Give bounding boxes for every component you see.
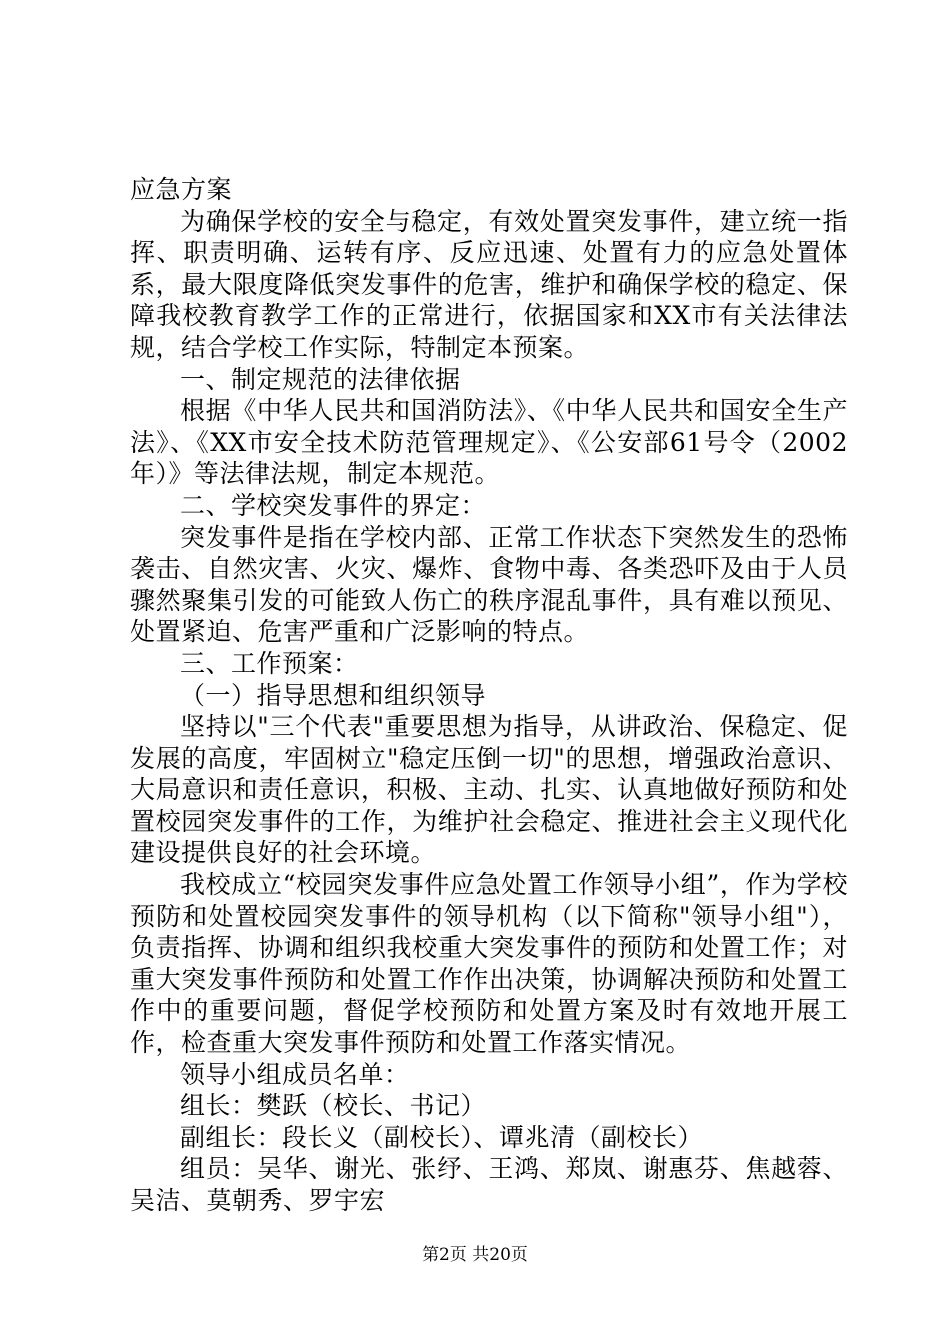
member-deputy-leaders: 副组长：段长义（副校长）、谭兆清（副校长） [180, 1122, 704, 1152]
member-list-heading: 领导小组成员名单： [180, 1059, 410, 1089]
section-heading-legal-basis: 一、制定规范的法律依据 [180, 364, 461, 394]
paragraph-legal-basis: 根据《中华人民共和国消防法》、《中华人民共和国安全生产法》、《XX市安全技术防范管理规定》、《公安部61号令（2002年）》等法律法规，制定本规范。 [130, 396, 848, 489]
paragraph-definition: 突发事件是指在学校内部、正常工作状态下突然发生的恐怖袭击、自然灾害、火灾、爆炸、食物中毒、各类恐吓及由于人员骤然聚集引发的可能致人伤亡的秩序混乱事件，具有难以预见、处置紧迫、危害严重和广泛影响的特点。 [130, 522, 848, 647]
section-heading-definition: 二、学校突发事件的界定： [180, 490, 487, 520]
subsection-heading-guidance: （一）指导思想和组织领导 [180, 680, 487, 710]
page-number: 第2页 共20页 [422, 1245, 528, 1265]
member-members: 组员：吴华、谢光、张纾、王鸿、郑岚、谢惠芬、焦越蓉、吴洁、莫朝秀、罗宇宏 [130, 1154, 848, 1215]
member-leader: 组长：樊跃（校长、书记） [180, 1091, 487, 1121]
document-body [130, 174, 848, 1217]
paragraph-guidance: 坚持以"三个代表"重要思想为指导，从讲政治、保稳定、促发展的高度，牢固树立"稳定压倒一切"的思想，增强政治意识、大局意识和责任意识，积极、主动、扎实、认真地做好预防和处置校园突发事件的工作，为维护社会稳定、推进社会主义现代化建设提供良好的社会环境。 [130, 712, 848, 868]
document-title: 应急方案 [130, 175, 233, 204]
paragraph-purpose: 为确保学校的安全与稳定，有效处置突发事件，建立统一指挥、职责明确、运转有序、反应迅速、处置有力的应急处置体系，最大限度降低突发事件的危害，维护和确保学校的稳定、保障我校教育教学工作的正常进行，依据国家和XX市有关法律法规，结合学校工作实际，特制定本预案。 [130, 206, 848, 362]
section-heading-work-plan: 三、工作预案： [180, 648, 359, 678]
paragraph-leadership-group: 我校成立“校园突发事件应急处置工作领导小组”，作为学校预防和处置校园突发事件的领导机构（以下简称"领导小组"），负责指挥、协调和组织我校重大突发事件的预防和处置工作；对重大突发事件预防和处置工作作出决策，协调解决预防和处置工作中的重要问题，督促学校预防和处置方案及时有效地开展工作，检查重大突发事件预防和处置工作落实情况。 [130, 870, 848, 1058]
